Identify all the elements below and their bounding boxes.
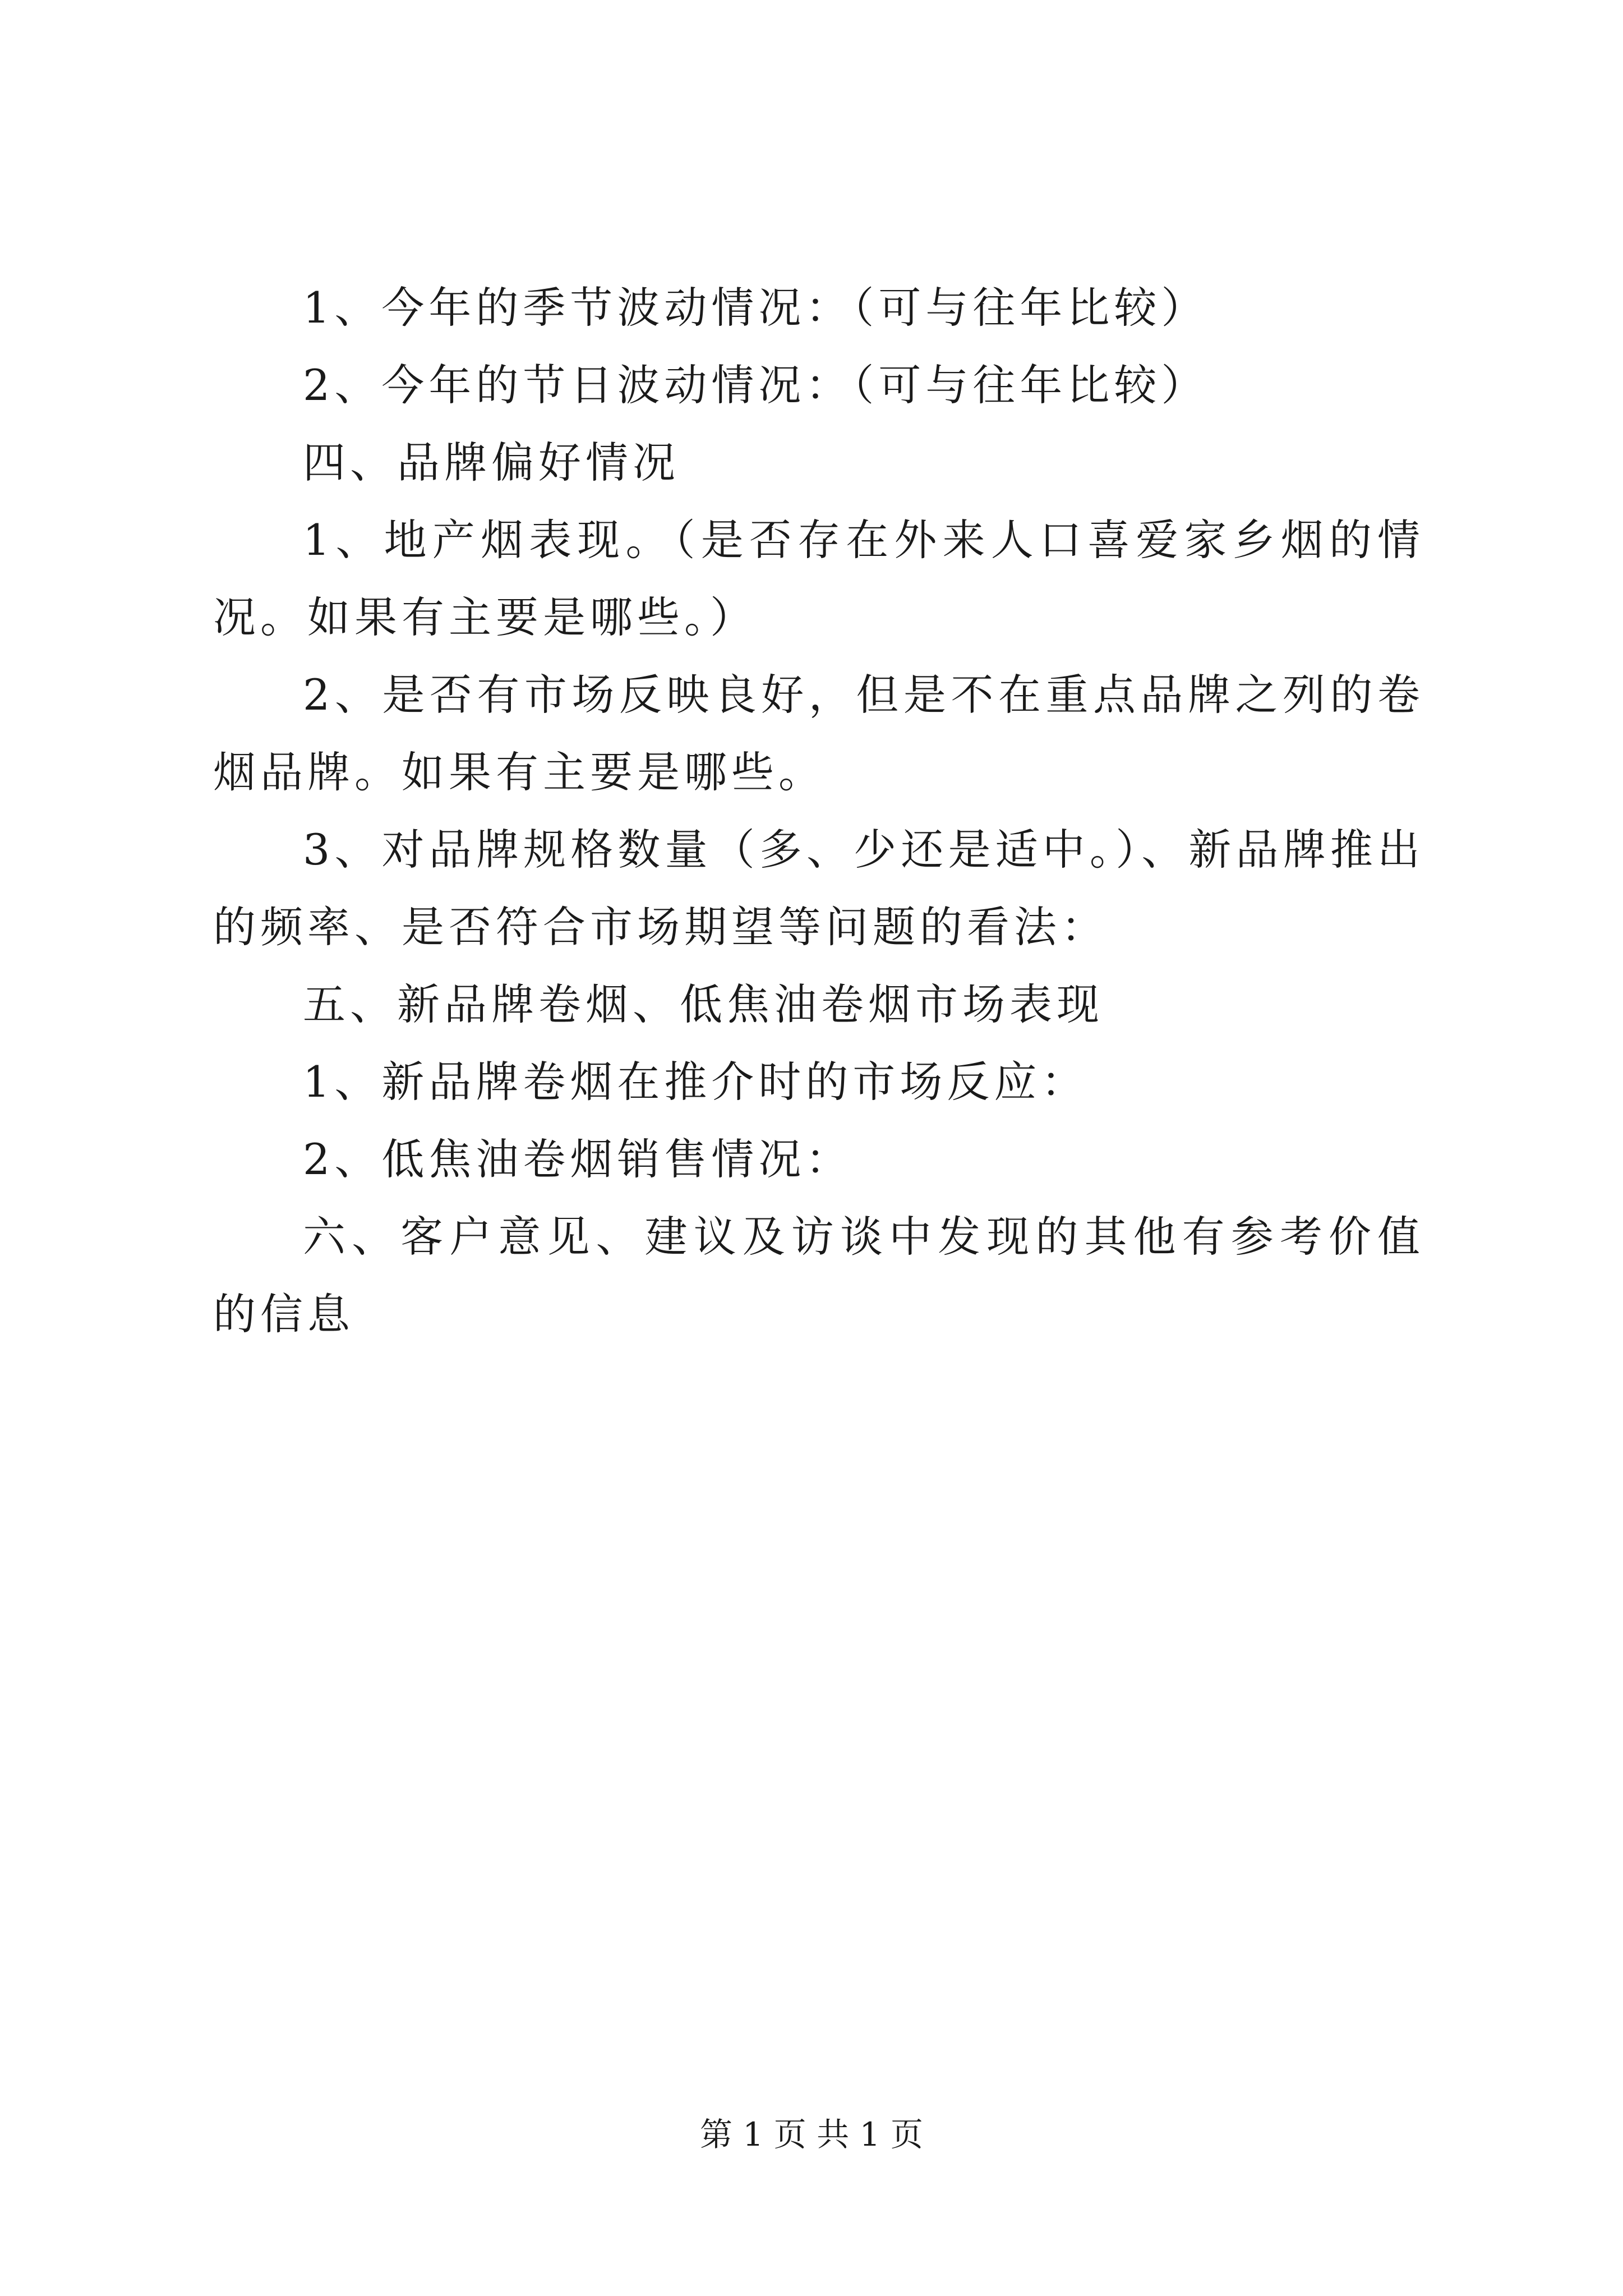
- page-footer: 第 1 页 共 1 页: [700, 2115, 923, 2154]
- heading-brand-preference: 四、品牌偏好情况: [303, 438, 680, 487]
- paragraph-local-cigarette: 1、地产烟表现。（是否存在外来人口喜爱家乡烟的情况。如果有主要是哪些。）: [213, 515, 1424, 642]
- heading-customer-feedback: 六、客户意见、建议及访谈中发现的其他有参考价值的信息: [213, 1212, 1424, 1339]
- paragraph-new-brand-reaction: 1、新品牌卷烟在推介时的市场反应：: [303, 1057, 1089, 1107]
- heading-new-brand-low-tar: 五、新品牌卷烟、低焦油卷烟市场表现: [303, 979, 1104, 1029]
- paragraph-season-fluctuation: 1、今年的季节波动情况：（可与往年比较）: [303, 283, 1209, 333]
- paragraph-brand-specs-opinion: 3、对品牌规格数量（多、少还是适中。）、新品牌推出的频率、是否符合市场期望等问题的看法：: [213, 825, 1424, 952]
- paragraph-holiday-fluctuation: 2、今年的节日波动情况：（可与往年比较）: [303, 360, 1209, 410]
- document-body: [213, 269, 1424, 1353]
- paragraph-low-tar-sales: 2、低焦油卷烟销售情况：: [303, 1134, 853, 1184]
- paragraph-good-feedback-brands: 2、是否有市场反映良好，但是不在重点品牌之列的卷烟品牌。如果有主要是哪些。: [213, 670, 1424, 797]
